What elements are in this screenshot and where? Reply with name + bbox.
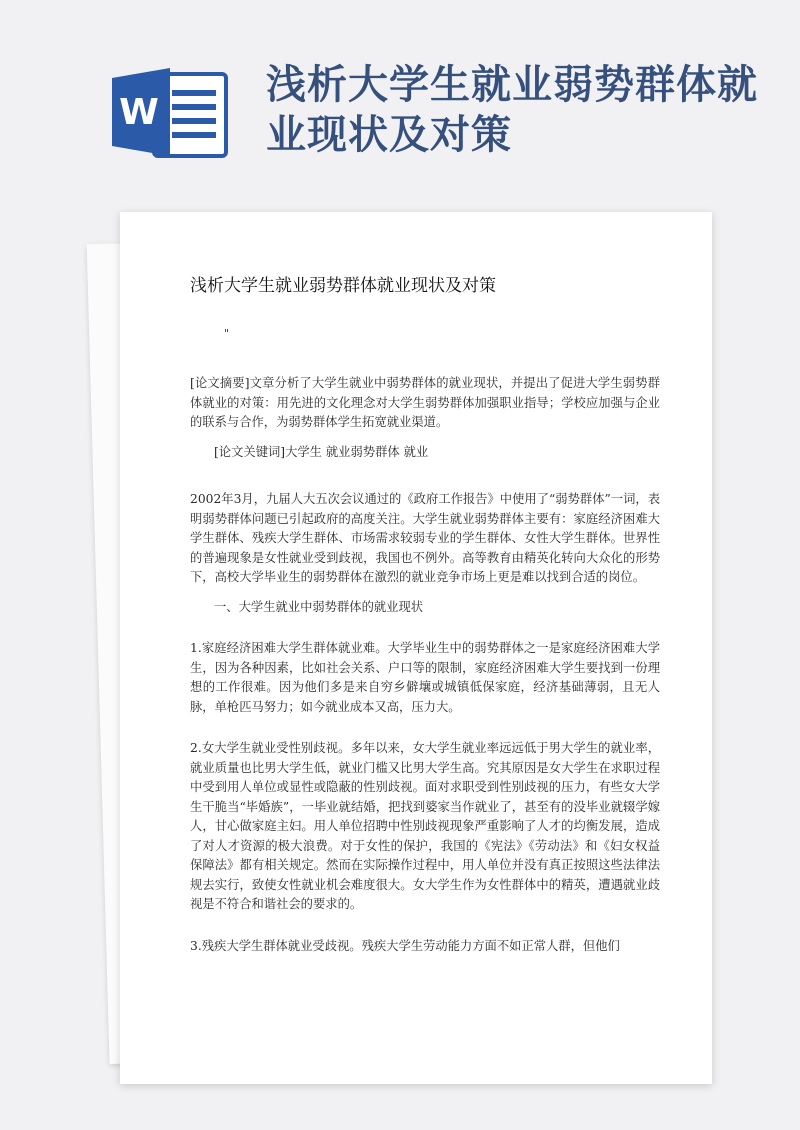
list-item: 1.家庭经济困难大学生群体就业难。大学毕业生中的弱势群体之一是家庭经济困难大学生，因为各种因素，比如社会关系、户口等的限制，家庭经济困难大学生要找到一份理想的工作很难。因为他们多是来自穷乡僻壤或城镇低保家庭，经济基础薄弱，且无人脉，单枪匹马努力；如今就业成本又高，压力大。 bbox=[190, 641, 660, 714]
document-title: 浅析大学生就业弱势群体就业现状及对策 bbox=[190, 276, 496, 296]
keywords-paragraph: [论文关键词]大学生 就业弱势群体 就业 bbox=[214, 444, 429, 459]
document-mark: " bbox=[224, 327, 230, 340]
word-logo-letter: W bbox=[119, 92, 159, 133]
word-logo-icon bbox=[110, 64, 228, 160]
document-page bbox=[120, 212, 712, 1084]
list-item: 3.残疾大学生群体就业受歧视。残疾大学生劳动能力方面不如正常人群，但他们 bbox=[190, 938, 620, 953]
abstract-paragraph: [论文摘要]文章分析了大学生就业中弱势群体的就业现状，并提出了促进大学生弱势群体就业的对策：用先进的文化理念对大学生弱势群体加强职业指导；学校应加强与企业的联系与合作，为弱势群体学生拓宽就业渠道。 bbox=[190, 376, 660, 429]
intro-paragraph: 2002年3月，九届人大五次会议通过的《政府工作报告》中使用了“弱势群体”一词，表明弱势群体问题已引起政府的高度关注。大学生就业弱势群体主要有：家庭经济困难大学生群体、残疾大学生群体、市场需求较弱专业的学生群体、女性大学生群体。世界性的普遍现象是女性就业受到歧视，我国也不例外。高等教育由精英化转向大众化的形势下，高校大学毕业生的弱势群体在激烈的就业竞争市场上更是难以找到合适的岗位。 bbox=[190, 492, 660, 584]
document-body bbox=[190, 274, 660, 956]
list-item: 2.女大学生就业受性别歧视。多年以来，女大学生就业率远远低于男大学生的就业率，就业质量也比男大学生低，就业门槛又比男大学生高。究其原因是女大学生在求职过程中受到用人单位或显性或隐蔽的性别歧视。面对求职受到性别歧视的压力，有些女大学生干脆当“毕婚族”，一毕业就结婚，把找到婆家当作就业了，甚至有的没毕业就辍学嫁人，甘心做家庭主妇。用人单位招聘中性别歧视现象严重影响了人才的均衡发展，造成了对人才资源的极大浪费。对于女性的保护，我国的《宪法》《劳动法》和《妇女权益保障法》都有相关规定。然而在实际操作过程中，用人单位并没有真正按照这些法律法规去实行，致使女性就业机会难度很大。女大学生作为女性群体中的精英，遭遇就业歧视是不符合和谐社会的要求的。 bbox=[190, 741, 660, 911]
banner-title: 浅析大学生就业弱势群体就业现状及对策 bbox=[266, 62, 758, 158]
section-heading: 一、大学生就业中弱势群体的就业现状 bbox=[214, 599, 424, 614]
